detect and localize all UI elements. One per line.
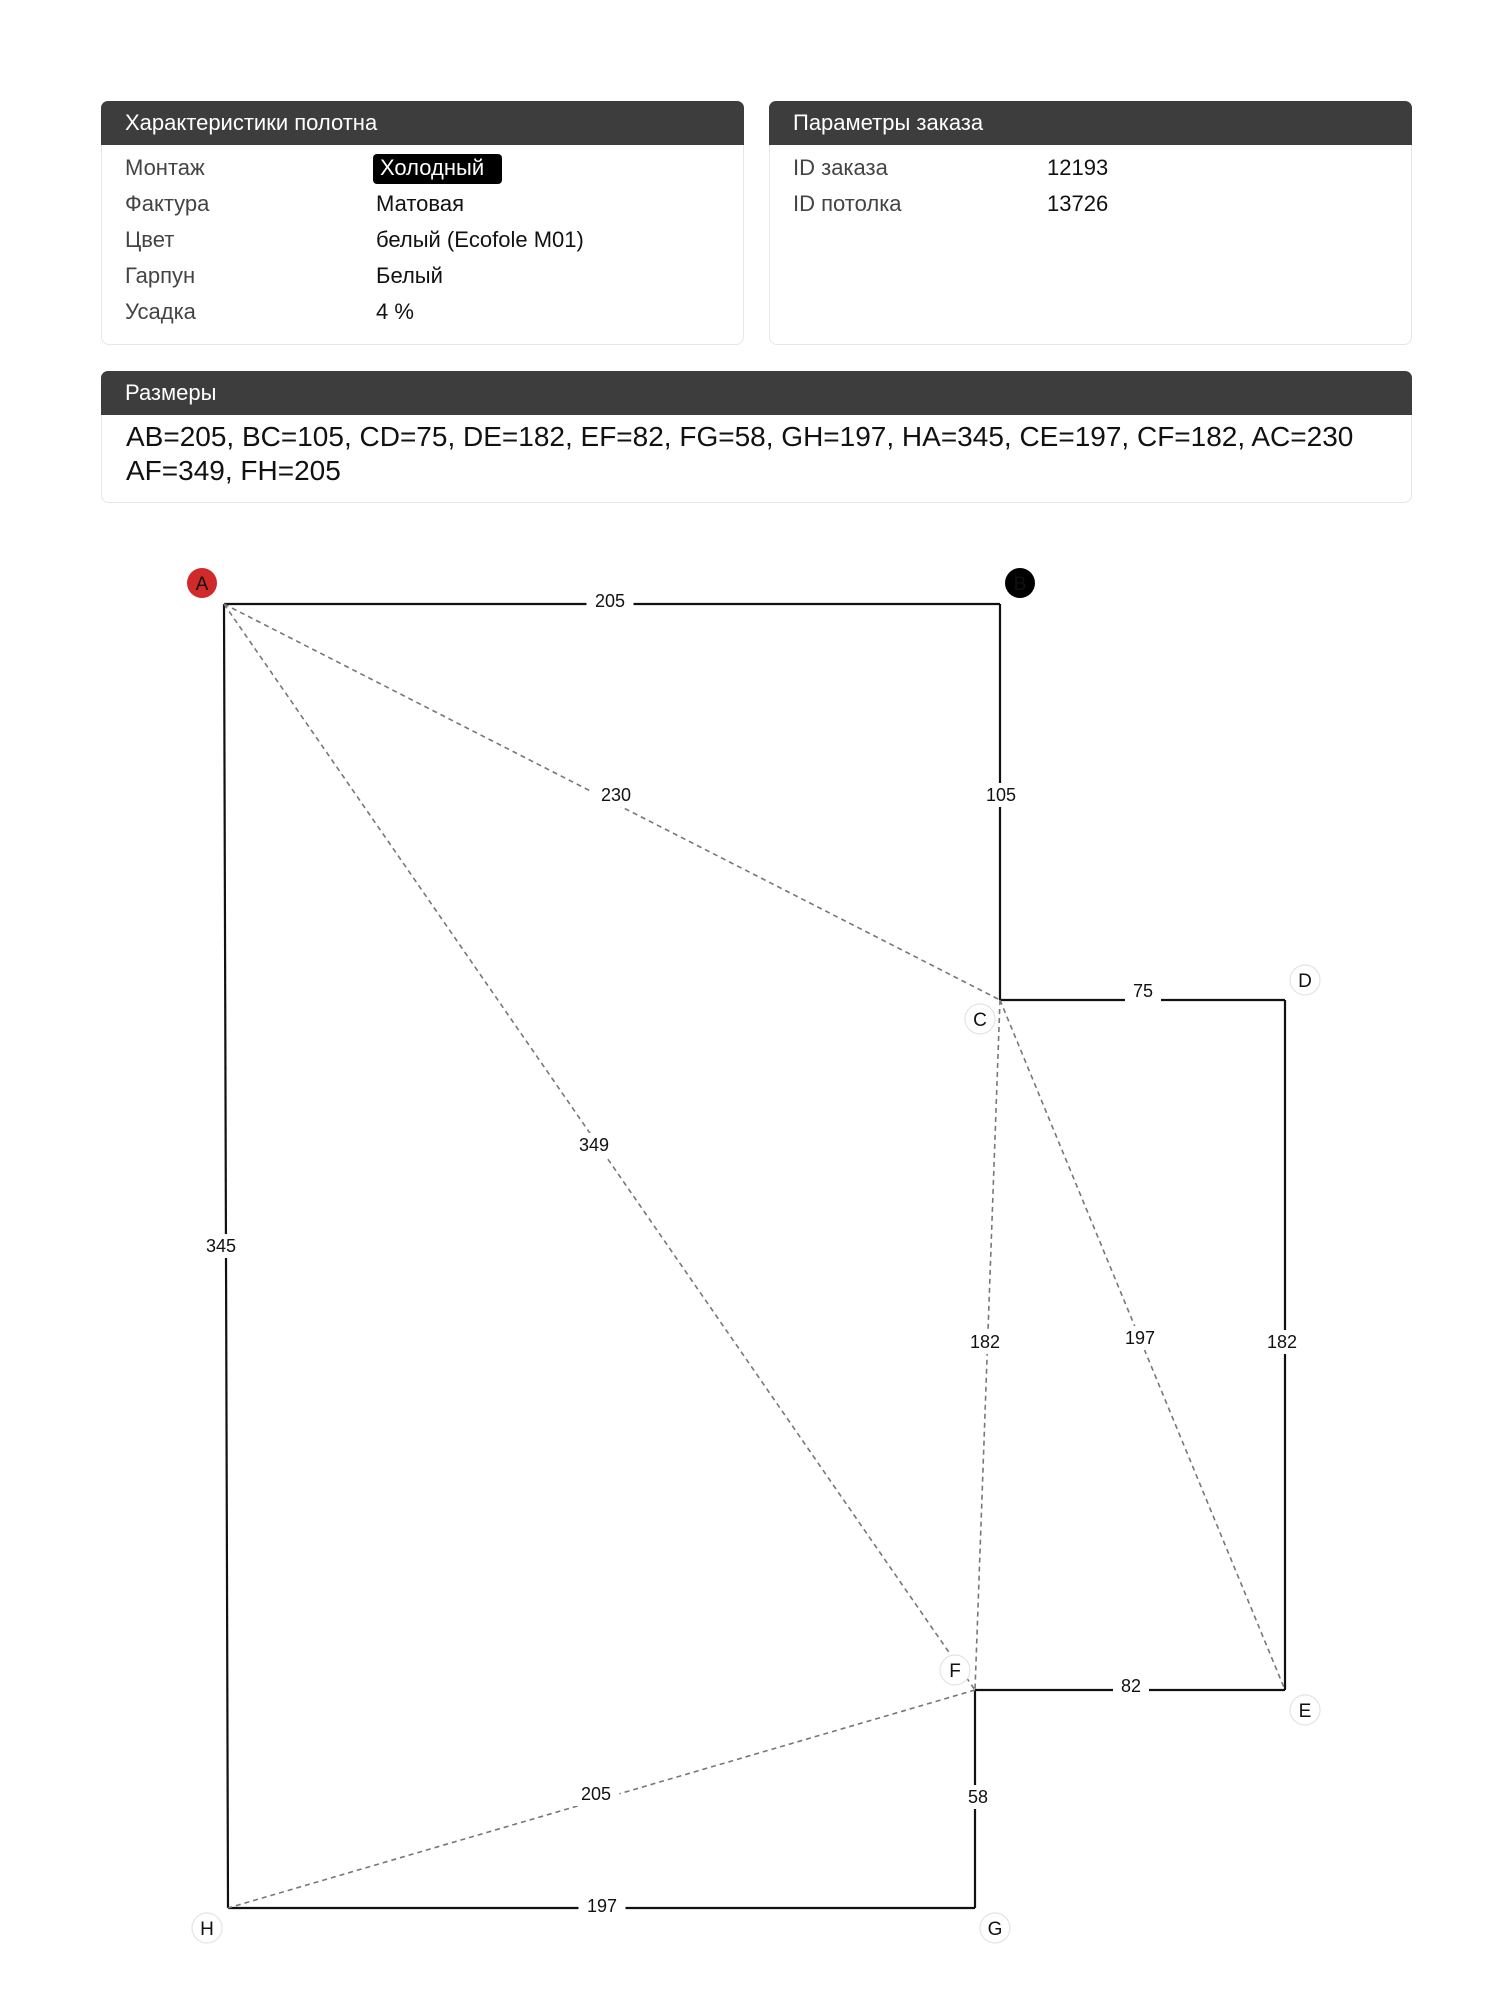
dimensions-card [101, 371, 1412, 503]
order-param-label: ID потолка [793, 191, 902, 216]
edge-label-HA: 345 [205, 1236, 237, 1256]
canvas-prop-value: 4 % [376, 299, 414, 324]
canvas-prop-row [102, 222, 743, 258]
mount-type-badge [373, 150, 502, 186]
edge-label-FH: 205 [580, 1784, 612, 1804]
vertex-B-label: B [1013, 574, 1027, 595]
vertex-G-label: G [987, 1919, 1003, 1940]
vertex-E-label: E [1298, 1701, 1312, 1722]
order-param-row [770, 186, 1411, 222]
vertex-H-label: H [200, 1919, 214, 1940]
badge-text: Холодный [373, 154, 502, 184]
order-param-row [770, 150, 1411, 186]
vertex-F-label: F [949, 1661, 961, 1682]
vertex-C-label: C [973, 1010, 987, 1031]
edge-label-CF: 182 [969, 1332, 1001, 1352]
dimensions-line-2: AF=349, FH=205 [126, 455, 341, 486]
ceiling-diagram [0, 520, 1500, 1990]
canvas-prop-label: Гарпун [125, 263, 196, 288]
edge-label-AB: 205 [594, 591, 626, 611]
canvas-prop-value: Белый [376, 263, 443, 288]
canvas-props-title: Характеристики полотна [101, 101, 744, 145]
vertex-D-label: D [1298, 971, 1312, 992]
canvas-prop-row [102, 186, 743, 222]
canvas-prop-label: Усадка [125, 299, 196, 324]
dimensions-line-1: AB=205, BC=105, CD=75, DE=182, EF=82, FG=58, GH=197, HA=345, CE=197, CF=182, AC=230 [126, 421, 1354, 452]
edge-label-AF: 349 [578, 1135, 610, 1155]
canvas-prop-value: белый (Ecofole M01) [376, 227, 584, 252]
order-param-label: ID заказа [793, 155, 888, 180]
edge-label-BC: 105 [985, 785, 1017, 805]
edge-label-CD: 75 [1132, 981, 1154, 1001]
edge-label-FG: 58 [967, 1787, 989, 1807]
canvas-prop-label: Фактура [125, 191, 210, 216]
canvas-prop-label: Цвет [125, 227, 175, 252]
canvas-prop-row [102, 150, 743, 186]
vertex-A-label: A [195, 574, 209, 595]
canvas-prop-label: Монтаж [125, 155, 205, 180]
order-params-card [769, 101, 1412, 345]
canvas-props-card [101, 101, 744, 345]
order-params-title: Параметры заказа [769, 101, 1412, 145]
canvas-prop-row [102, 294, 743, 330]
edge-label-EF: 82 [1120, 1676, 1142, 1696]
canvas-prop-row [102, 258, 743, 294]
edge-label-CE: 197 [1124, 1328, 1156, 1348]
edge-label-DE: 182 [1266, 1332, 1298, 1352]
dimensions-list [126, 420, 1387, 488]
order-param-value: 12193 [1047, 155, 1109, 180]
canvas-prop-value: Матовая [376, 191, 464, 216]
edge-label-AC: 230 [600, 785, 632, 805]
edge-label-GH: 197 [586, 1896, 618, 1916]
dimensions-title: Размеры [101, 371, 1412, 415]
order-param-value: 13726 [1047, 191, 1109, 216]
